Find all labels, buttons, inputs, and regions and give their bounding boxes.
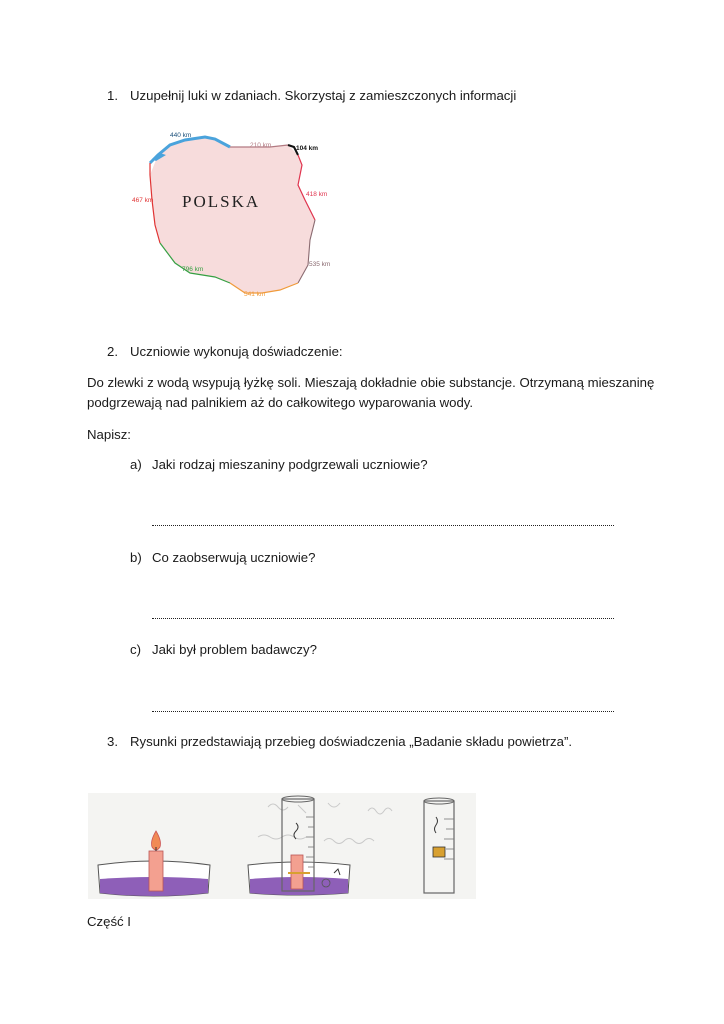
q3-text: Rysunki przedstawiają przebieg doświadczenia „Badanie składu powietrza”.	[130, 734, 573, 749]
q1-text: Uzupełnij luki w zdaniach. Skorzystaj z zamieszczonych informacji	[130, 88, 517, 103]
item-a-text: Jaki rodzaj mieszaniny podgrzewali uczniowie?	[152, 457, 428, 472]
q2-paragraph-line2: podgrzewają nad palnikiem aż do całkowitego wyparowania wody.	[87, 395, 474, 410]
napisz-label: Napisz:	[87, 427, 131, 442]
map-label-country: POLSKA	[182, 192, 261, 211]
map-label-germany: 467 km	[132, 197, 154, 204]
q2-paragraph-line1: Do zlewki z wodą wsypują łyżkę soli. Mieszają dokładnie obie substancje. Otrzymaną mieszaninę	[87, 375, 655, 390]
part-label: Część I	[87, 914, 131, 929]
map-label-czech: 796 km	[182, 266, 204, 273]
answer-line-c	[152, 705, 614, 712]
q3-number: 3.	[107, 734, 118, 749]
item-b-text: Co zaobserwują uczniowie?	[152, 550, 316, 565]
map-label-belarus: 418 km	[306, 191, 328, 198]
item-c-letter: c)	[130, 642, 141, 657]
item-a-letter: a)	[130, 457, 142, 472]
experiment-drawing	[88, 793, 476, 899]
answer-line-b	[152, 612, 614, 619]
poland-area	[150, 137, 315, 293]
map-label-slovakia: 541 km	[244, 291, 266, 298]
item-c-text: Jaki był problem badawczy?	[152, 642, 317, 657]
q2-number: 2.	[107, 344, 118, 359]
item-b-letter: b)	[130, 550, 142, 565]
map-label-lithuania: 104 km	[296, 145, 319, 152]
map-label-russia: 210 km	[250, 142, 272, 149]
q1-number: 1.	[107, 88, 118, 103]
q2-text: Uczniowie wykonują doświadczenie:	[130, 344, 343, 359]
map-label-ukraine: 535 km	[309, 261, 331, 268]
map-label-sea: 440 km	[170, 132, 192, 139]
answer-line-a	[152, 519, 614, 526]
poland-map	[130, 125, 370, 305]
